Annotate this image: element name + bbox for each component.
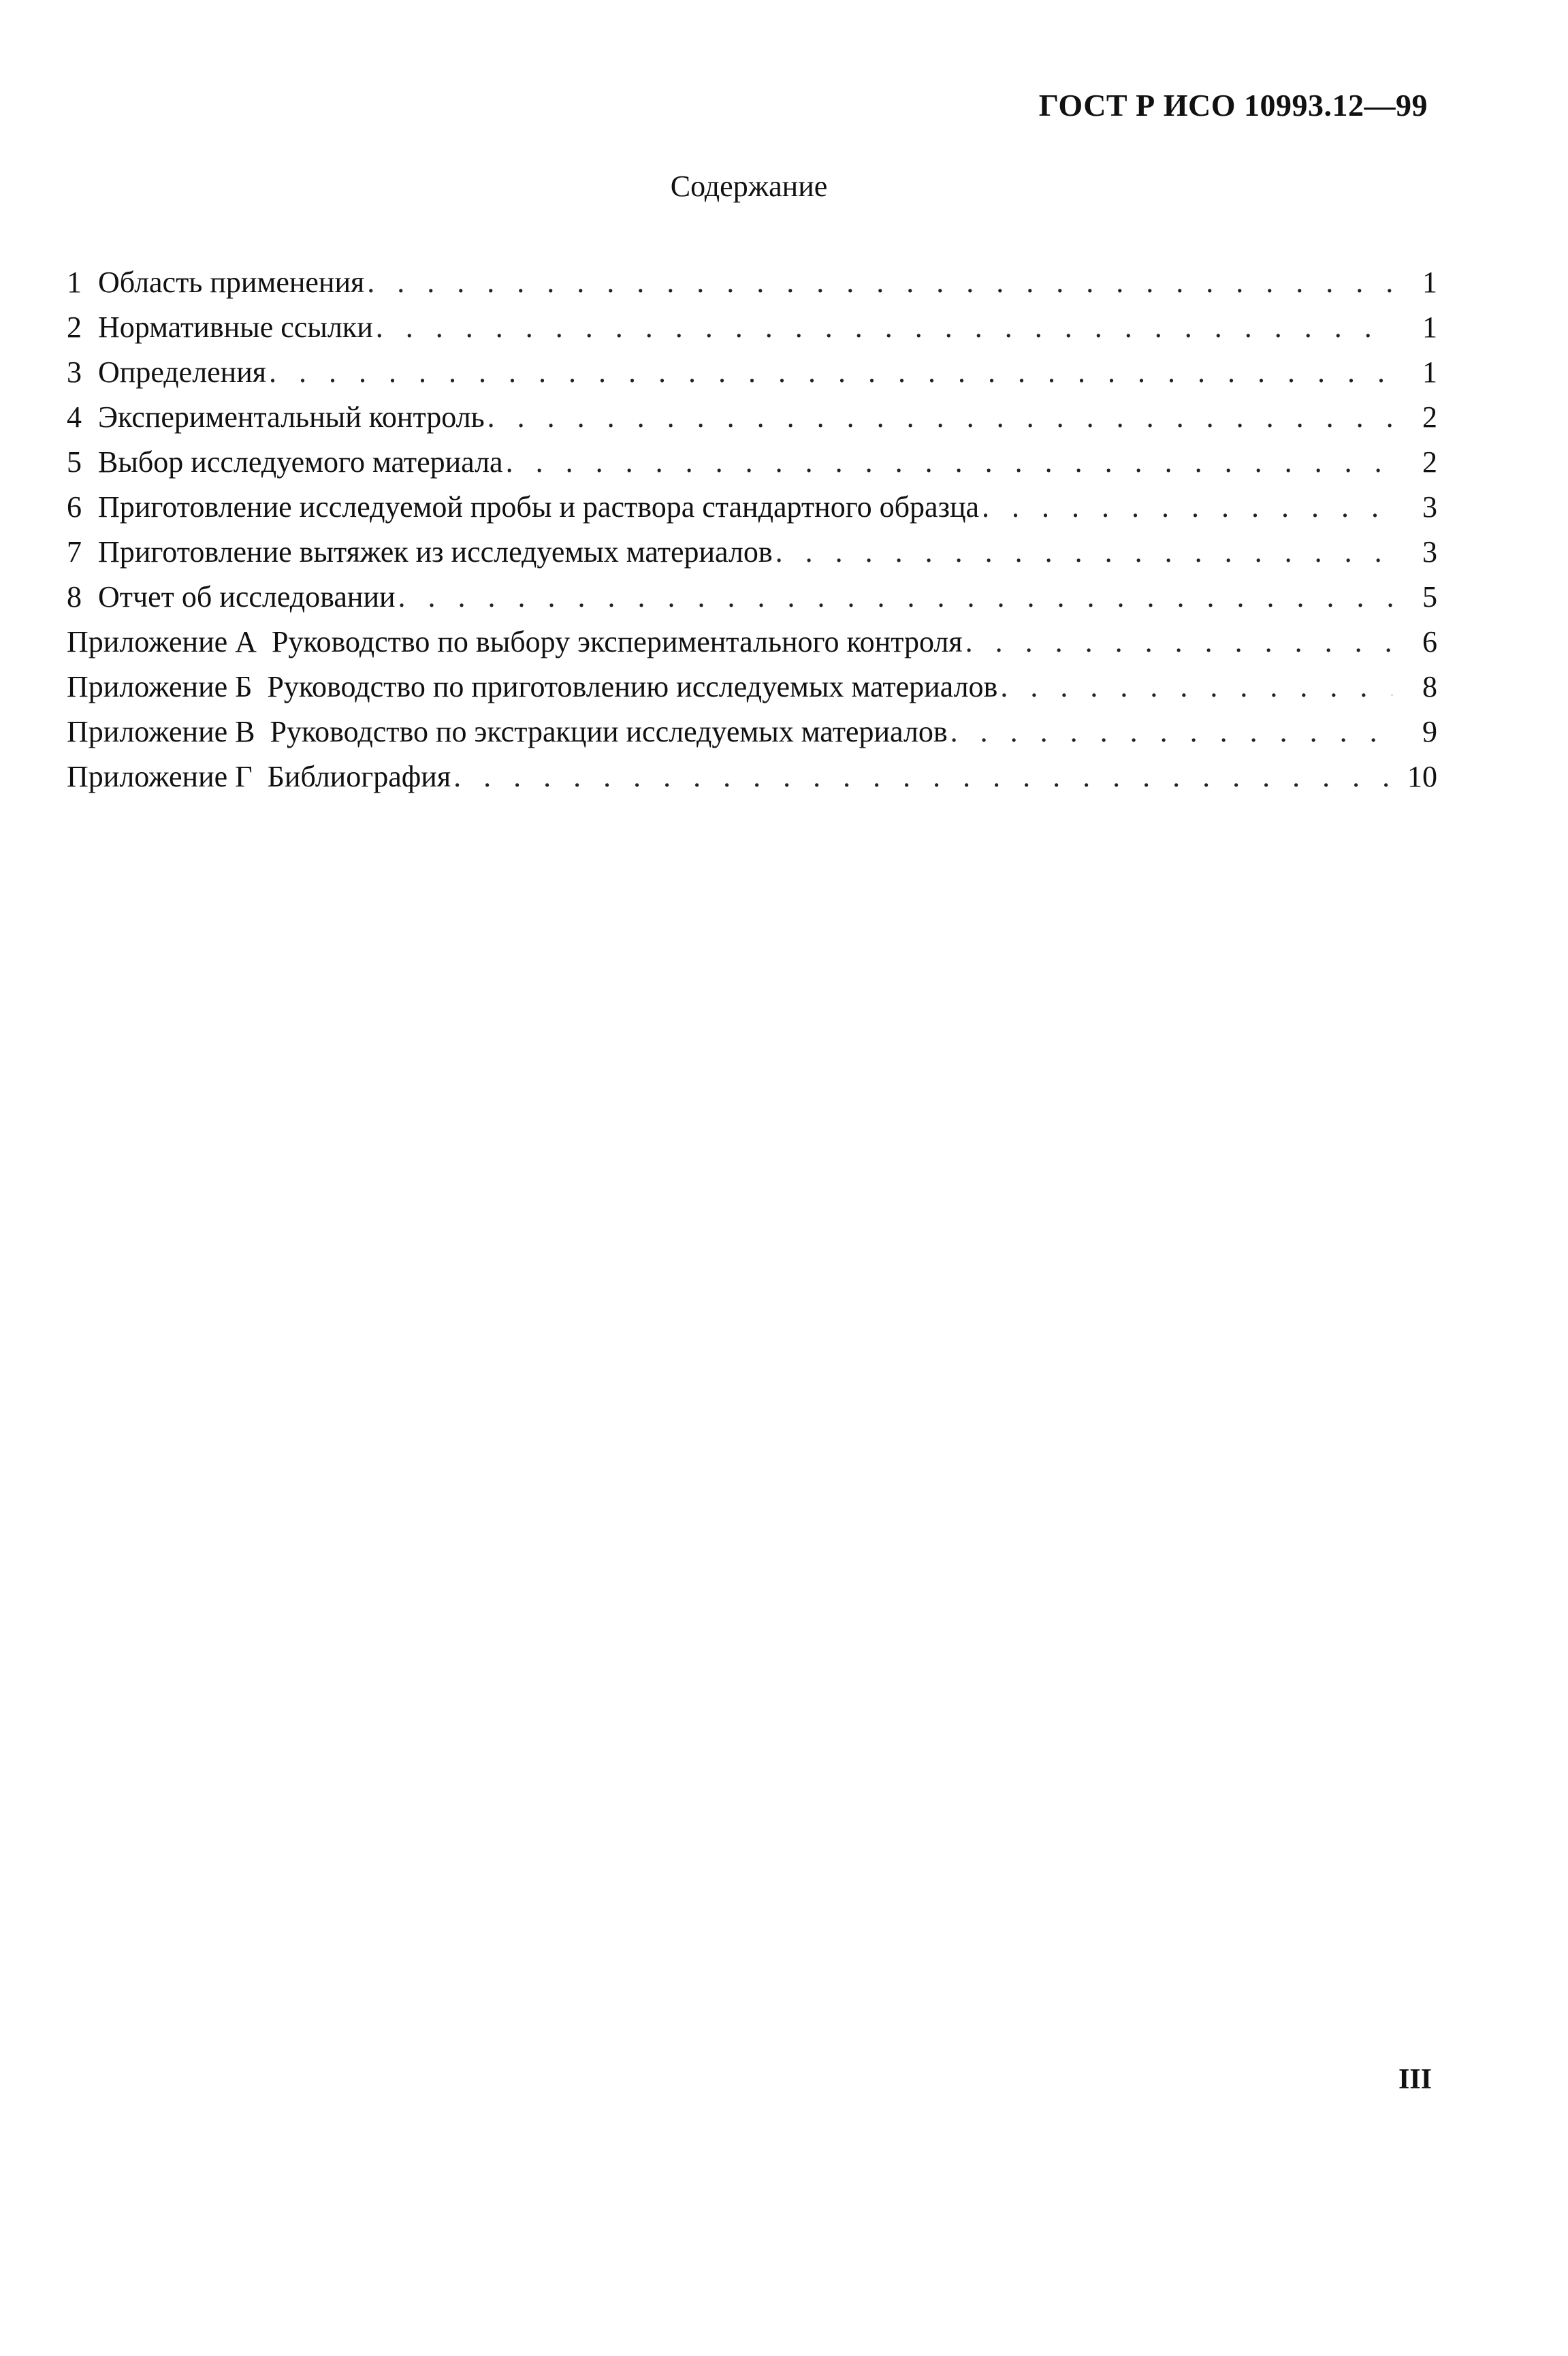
appendix-prefix: Приложение Б	[67, 670, 253, 703]
dot-leader	[487, 395, 1392, 440]
appendix-prefix: Приложение Г	[67, 760, 253, 793]
toc-entry-number: 7	[67, 535, 82, 569]
dot-leader	[376, 305, 1392, 350]
appendix-page: 9	[1422, 715, 1437, 748]
toc-entry-page: 2	[1422, 445, 1437, 479]
appendix-prefix: Приложение В	[67, 715, 255, 748]
toc-title: Содержание	[670, 170, 828, 203]
toc-entry-1[interactable]	[67, 260, 1437, 305]
toc-entry-page: 3	[1422, 490, 1437, 524]
dot-leader	[453, 754, 1392, 799]
appendix-prefix: Приложение А	[67, 625, 257, 658]
dot-leader	[982, 485, 1392, 530]
appendix-page: 8	[1422, 670, 1437, 703]
dot-leader	[1000, 665, 1392, 710]
page-number: III	[1398, 2064, 1432, 2095]
dot-leader	[367, 260, 1392, 305]
toc-entry-3[interactable]	[67, 350, 1437, 395]
toc-entry-page: 1	[1422, 266, 1437, 299]
toc-entry-2[interactable]	[67, 305, 1437, 350]
appendix-title: Руководство по выбору экспериментального контроля	[271, 625, 963, 658]
toc-entry-title: Нормативные ссылки	[98, 311, 373, 344]
appendix-title: Руководство по приготовлению исследуемых материалов	[267, 670, 998, 703]
toc-entry-title: Приготовление исследуемой пробы и раствора стандартного образца	[98, 490, 980, 524]
toc-appendix-v[interactable]	[67, 710, 1437, 754]
dot-leader	[269, 350, 1392, 395]
toc-entry-number: 4	[67, 400, 82, 434]
table-of-contents	[67, 260, 1437, 799]
toc-entry-title: Приготовление вытяжек из исследуемых материалов	[98, 535, 773, 569]
toc-entry-page: 1	[1422, 311, 1437, 344]
toc-entry-number: 1	[67, 266, 82, 299]
toc-entry-page: 1	[1422, 355, 1437, 389]
appendix-page: 6	[1422, 625, 1437, 658]
appendix-title: Библиография	[267, 760, 451, 793]
dot-leader	[506, 440, 1392, 485]
toc-entry-title: Область применения	[98, 266, 365, 299]
dot-leader	[965, 620, 1392, 665]
dot-leader	[950, 710, 1392, 754]
toc-entry-title: Выбор исследуемого материала	[98, 445, 503, 479]
dot-leader	[398, 575, 1392, 620]
toc-entry-number: 8	[67, 580, 82, 614]
toc-entry-7[interactable]	[67, 530, 1437, 575]
dot-leader	[775, 530, 1392, 575]
toc-appendix-b[interactable]	[67, 665, 1437, 710]
toc-entry-title: Экспериментальный контроль	[98, 400, 485, 434]
document-id: ГОСТ Р ИСО 10993.12—99	[1038, 88, 1428, 123]
toc-entry-page: 5	[1422, 580, 1437, 614]
toc-entry-page: 3	[1422, 535, 1437, 569]
toc-entry-8[interactable]	[67, 575, 1437, 620]
toc-entry-number: 2	[67, 311, 82, 344]
toc-entry-number: 5	[67, 445, 82, 479]
toc-entry-6[interactable]	[67, 485, 1437, 530]
toc-entry-number: 6	[67, 490, 82, 524]
appendix-title: Руководство по экстракции исследуемых материалов	[270, 715, 948, 748]
toc-entry-page: 2	[1422, 400, 1437, 434]
toc-entry-5[interactable]	[67, 440, 1437, 485]
toc-appendix-g[interactable]	[67, 754, 1437, 799]
appendix-page: 10	[1407, 760, 1437, 793]
toc-appendix-a[interactable]	[67, 620, 1437, 665]
toc-entry-title: Определения	[98, 355, 267, 389]
toc-entry-number: 3	[67, 355, 82, 389]
toc-entry-4[interactable]	[67, 395, 1437, 440]
toc-entry-title: Отчет об исследовании	[98, 580, 396, 614]
